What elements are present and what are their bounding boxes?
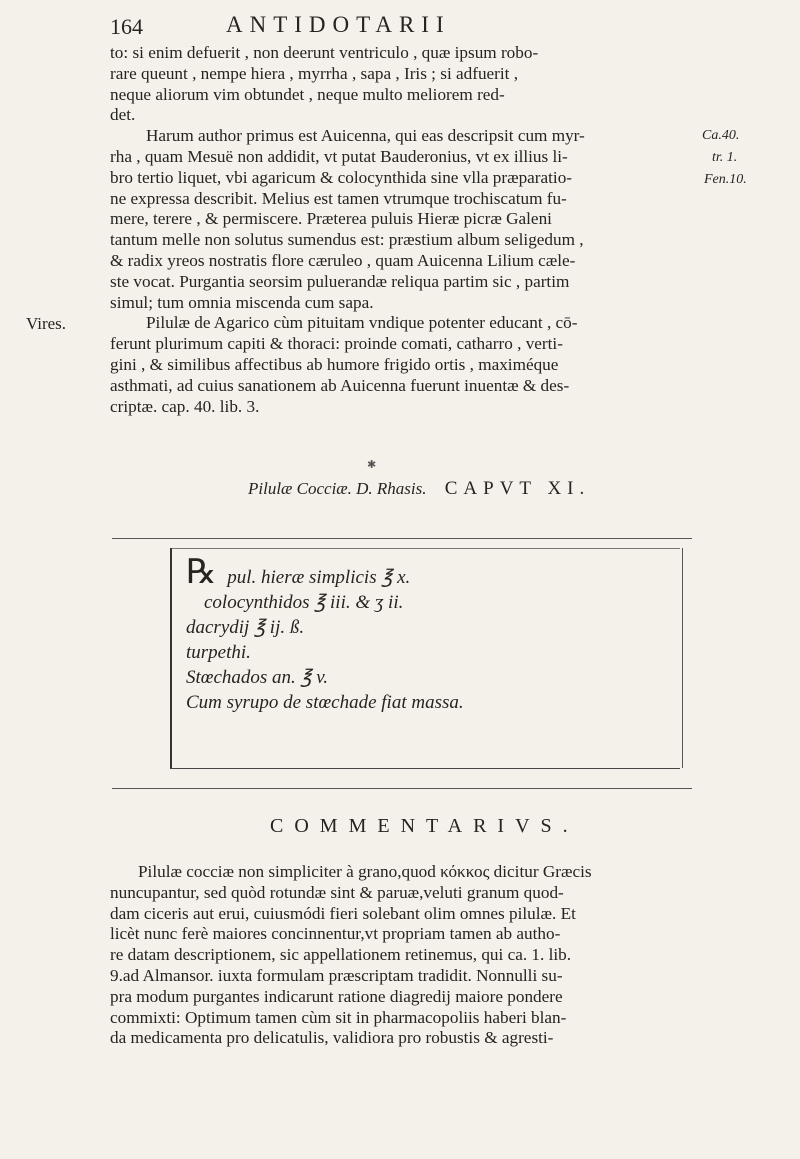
- recipe-ingredient: dacrydij ℥ ij. ß.: [186, 617, 305, 638]
- margin-note: Ca.40.: [702, 128, 740, 143]
- text-line: tantum melle non solutus sumendus est: præstium album seligedum ,: [110, 230, 584, 250]
- commentary-text: [110, 862, 690, 1049]
- text-line: re datam descriptionem, sic appellationem retinemus, qui ca. 1. lib.: [110, 945, 572, 965]
- text-line: det.: [110, 105, 136, 125]
- text-line: & radix yreos nostratis flore cæruleo , quam Auicenna Lilium cæle-: [110, 250, 576, 270]
- text-line: ne expressa describit. Melius est tamen vtrumque trochiscatum fu-: [110, 188, 567, 208]
- text-line: rha , quam Mesuë non addidit, vt putat Bauderonius, vt ex illius li-: [110, 146, 568, 166]
- running-title: ANTIDOTARII: [226, 12, 451, 37]
- text-line: Pilulæ cocciæ non simpliciter à grano,quod κόκκος dicitur Græcis: [138, 862, 592, 881]
- text-line: Pilulæ de Agarico cùm pituitam vndique potenter educant , cō-: [146, 313, 578, 333]
- text-line: 9.ad Almansor. iuxta formulam præscriptam tradidit. Nonnulli su-: [110, 965, 563, 985]
- recipe-block: [186, 554, 464, 715]
- divider-rule: [112, 538, 692, 539]
- recipe-ingredient: pul. hieræ simplicis ℥ x.: [227, 567, 411, 588]
- text-line: nuncupantur, sed quòd rotundæ sint & paruæ,veluti granum quod-: [110, 882, 564, 902]
- text-line: da medicamenta pro delicatulis, validiora pro robustis & agresti-: [110, 1028, 554, 1048]
- text-line: asthmati, ad cuius sanationem ab Auicenna fuerunt inuentæ & des-: [110, 375, 570, 395]
- text-line: mere, terere , & permiscere. Præterea puluis Hieræ picræ Galeni: [110, 209, 552, 229]
- text-line: licèt nunc ferè maiores concinnentur,vt propriam tamen ab autho-: [110, 924, 561, 944]
- recipe-ingredient: Stœchados an. ℥ v.: [186, 667, 329, 688]
- page-header: [96, 12, 696, 42]
- page-number: 164: [110, 14, 143, 39]
- recipe-ingredient: turpethi.: [186, 642, 251, 663]
- rx-symbol: ℞: [186, 554, 217, 591]
- text-line: dam ciceris aut erui, cuiusmódi fieri solebant olim omnes pilulæ. Et: [110, 903, 576, 923]
- side-label-vires: Vires.: [26, 314, 67, 333]
- recipe-line: [186, 554, 464, 591]
- text-line: pra modum purgantes indicarunt ratione diagredij maiore pondere: [110, 986, 563, 1006]
- text-line: rare queunt , nempe hiera , myrrha , sapa , Iris ; si adfuerit ,: [110, 63, 519, 83]
- text-line: to: si enim defuerit , non deerunt ventriculo , quæ ipsum robo-: [110, 43, 539, 62]
- divider-rule: [112, 788, 692, 789]
- text-line: gini , & similibus affectibus ab humore frigido ortis , maximéque: [110, 354, 559, 374]
- recipe-instruction: Cum syrupo de stœchade fiat massa.: [186, 692, 464, 713]
- text-line: Harum author primus est Auicenna, qui eas descripsit cum myr-: [146, 126, 585, 146]
- text-line: simul; tum omnia miscenda cum sapa.: [110, 292, 374, 312]
- ornament-mark: ✱: [367, 459, 377, 471]
- text-line: ferunt plurimum capiti & thoraci: proinde comati, catharro , verti-: [110, 334, 563, 354]
- chapter-title: Pilulæ Cocciæ. D. Rhasis.: [248, 479, 427, 498]
- commentary-title: COMMENTARIVS.: [270, 815, 579, 837]
- text-line: neque aliorum vim obtundet , neque multo meliorem red-: [110, 84, 505, 104]
- chapter-caput: CAPVT XI.: [444, 478, 591, 499]
- recipe-ingredient: colocynthidos ℥ iii. & ʒ ii.: [204, 592, 404, 613]
- text-line: commixti: Optimum tamen cùm sit in pharmacopoliis haberi blan-: [110, 1007, 567, 1027]
- margin-note: tr. 1.: [712, 150, 738, 165]
- text-line: ste vocat. Purgantia seorsim puluerandæ reliqua partim sic , partim: [110, 271, 570, 291]
- recipe-box-border: [170, 768, 680, 769]
- main-text: [110, 43, 690, 417]
- text-line: criptæ. cap. 40. lib. 3.: [110, 396, 260, 416]
- margin-note: Fen.10.: [704, 172, 747, 187]
- chapter-heading: [248, 478, 590, 500]
- text-line: bro tertio liquet, vbi agaricum & colocynthida sine vlla præparatio-: [110, 167, 573, 187]
